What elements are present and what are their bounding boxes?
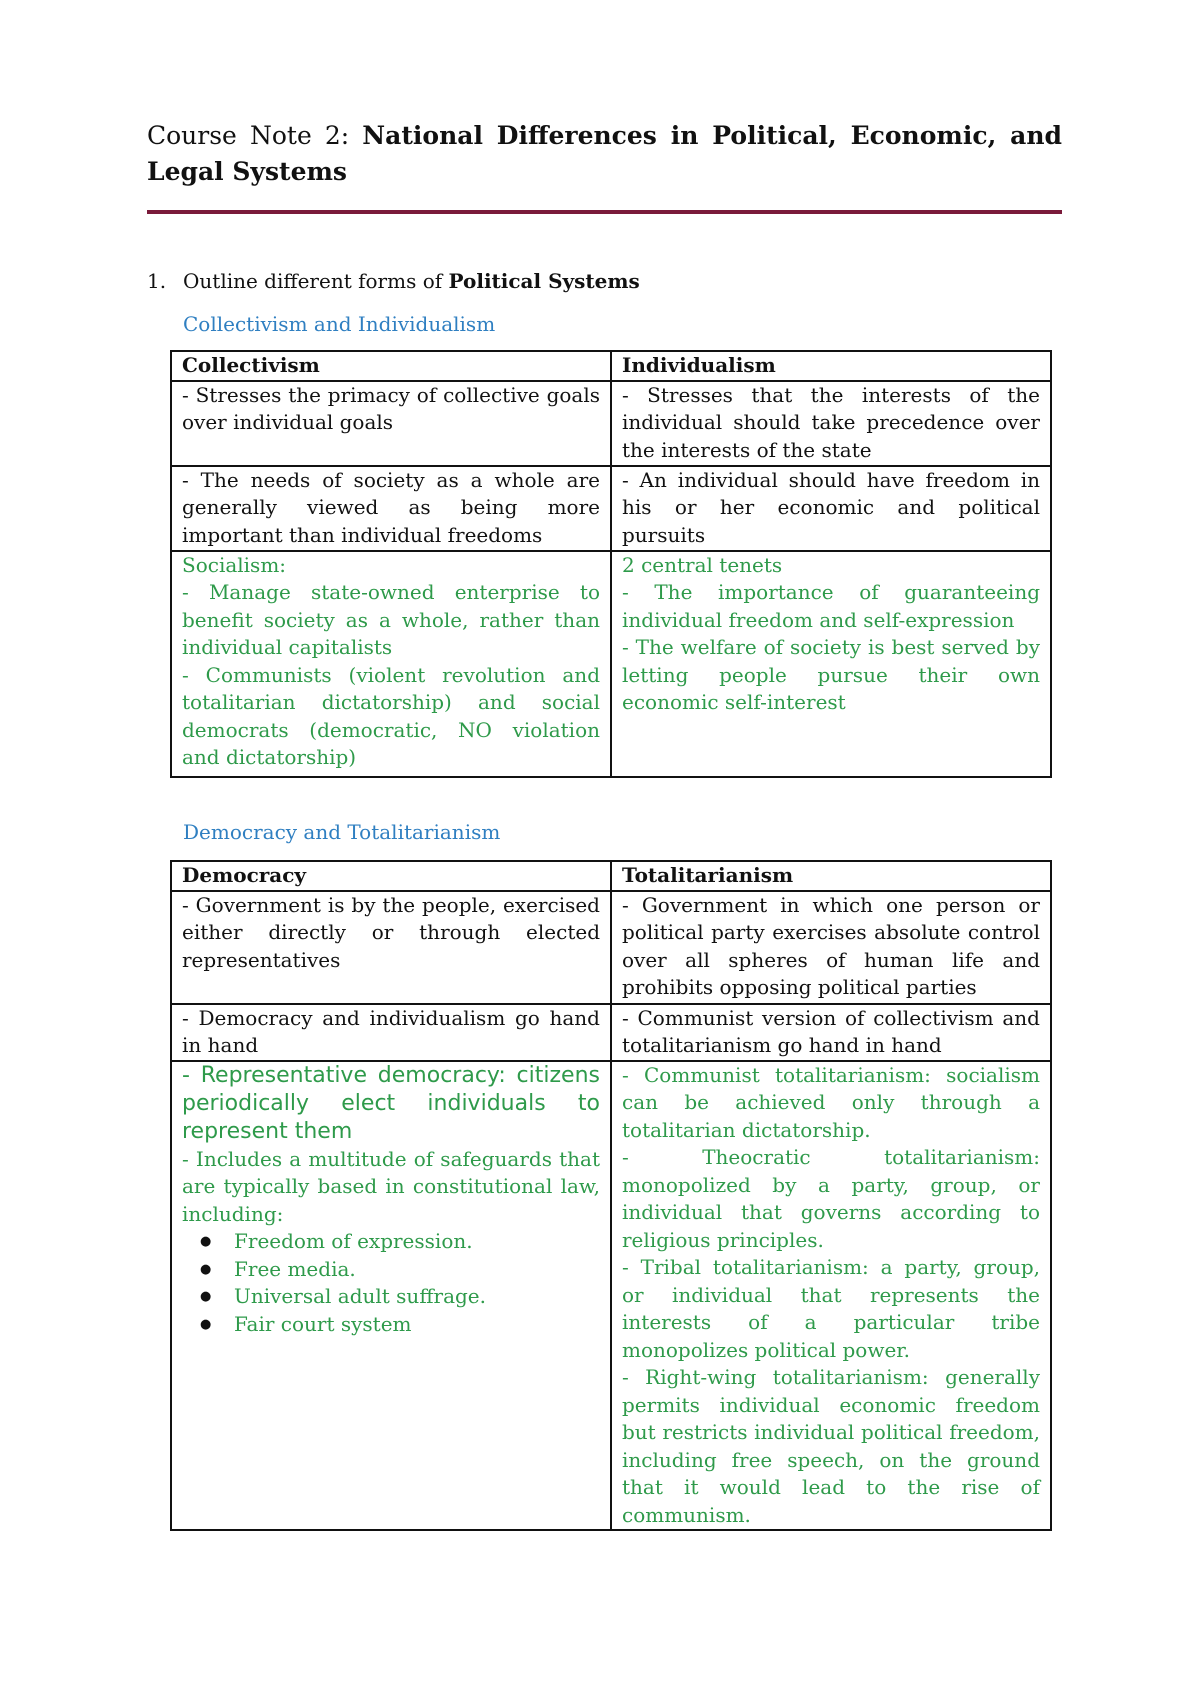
totalitarianism-type: - Right-wing totalitarianism: generally permits individual economic freedom but restricts individual political freedom, including free speech, on the ground that it would lead to the rise of communism. [622,1365,1040,1527]
safeguards-text: - Includes a multitude of safeguards that are typically based in constitutional law, including: [182,1146,600,1226]
col-header-individualism: Individualism [611,351,1051,381]
totalitarianism-type: - Theocratic totalitarianism: monopolized by a party, group, or individual that governs according to religious principles. [622,1145,1040,1252]
table-header-row [171,351,1051,381]
table-cell: - Government in which one person or political party exercises absolute control over all spheres of human life and prohibits opposing political parties [611,891,1051,1004]
representative-democracy: - Representative democracy: citizens periodically elect individuals to represent them [182,1062,600,1144]
table-cell [611,1061,1051,1531]
outline-item [147,267,640,295]
table-header-row [171,861,1051,891]
list-item: ● Freedom of expression. [234,1228,600,1256]
title-bold: National Differences in Political, Economic, and Legal Systems [147,121,1063,186]
table-row [171,1004,1051,1061]
section2-heading: Democracy and Totalitarianism [183,820,501,844]
table-cell: - An individual should have freedom in his or her economic and political pursuits [611,466,1051,551]
col-header-totalitarianism: Totalitarianism [611,861,1051,891]
socialism-point: - Manage state-owned enterprise to benefit society as a whole, rather than individual capitalists [182,580,600,659]
tenet-point: - The importance of guaranteeing individual freedom and self-expression [622,580,1040,632]
list-item: ● Universal adult suffrage. [234,1283,600,1311]
table-row [171,1061,1051,1531]
table-cell [171,551,611,777]
table-row [171,551,1051,777]
socialism-title: Socialism: [182,552,287,577]
tenets-title: 2 central tenets [622,552,783,577]
table-cell: - Communist version of collectivism and totalitarianism go hand in hand [611,1004,1051,1061]
table-cell: - The needs of society as a whole are generally viewed as being more important than individual freedoms [171,466,611,551]
totalitarianism-type: - Tribal totalitarianism: a party, group, or individual that represents the interests of a particular tribe monopolizes political power. [622,1255,1040,1362]
list-item: ● Free media. [234,1256,600,1284]
table-cell: - Democracy and individualism go hand in hand [171,1004,611,1061]
table-row [171,381,1051,466]
col-header-collectivism: Collectivism [171,351,611,381]
democracy-totalitarianism-table [170,860,1052,1531]
collectivism-individualism-table [170,350,1052,778]
document-title [147,118,1062,190]
col-header-democracy: Democracy [171,861,611,891]
tenet-point: - The welfare of society is best served by letting people pursue their own economic self-interest [622,635,1040,714]
outline-text: Outline different forms of [183,269,449,293]
list-item: ● Fair court system [234,1311,600,1339]
title-prefix: Course Note 2: [147,121,363,150]
socialism-point: - Communists (violent revolution and totalitarian dictatorship) and social democrats (democratic, NO violation and dictatorship) [182,662,600,769]
totalitarianism-type: - Communist totalitarianism: socialism can be achieved only through a totalitarian dictatorship. [622,1062,1040,1142]
table-row [171,466,1051,551]
table-cell: - Stresses the primacy of collective goals over individual goals [171,381,611,466]
table-cell: - Government is by the people, exercised either directly or through elected representatives [171,891,611,1004]
title-divider [147,210,1062,214]
outline-number: 1. [147,269,167,293]
section1-heading: Collectivism and Individualism [183,312,496,336]
outline-bold: Political Systems [448,269,640,293]
table-cell: - Stresses that the interests of the individual should take precedence over the interests of the state [611,381,1051,466]
table-cell [171,1061,611,1531]
table-row [171,891,1051,1004]
table-cell [611,551,1051,777]
safeguards-list [182,1228,600,1338]
